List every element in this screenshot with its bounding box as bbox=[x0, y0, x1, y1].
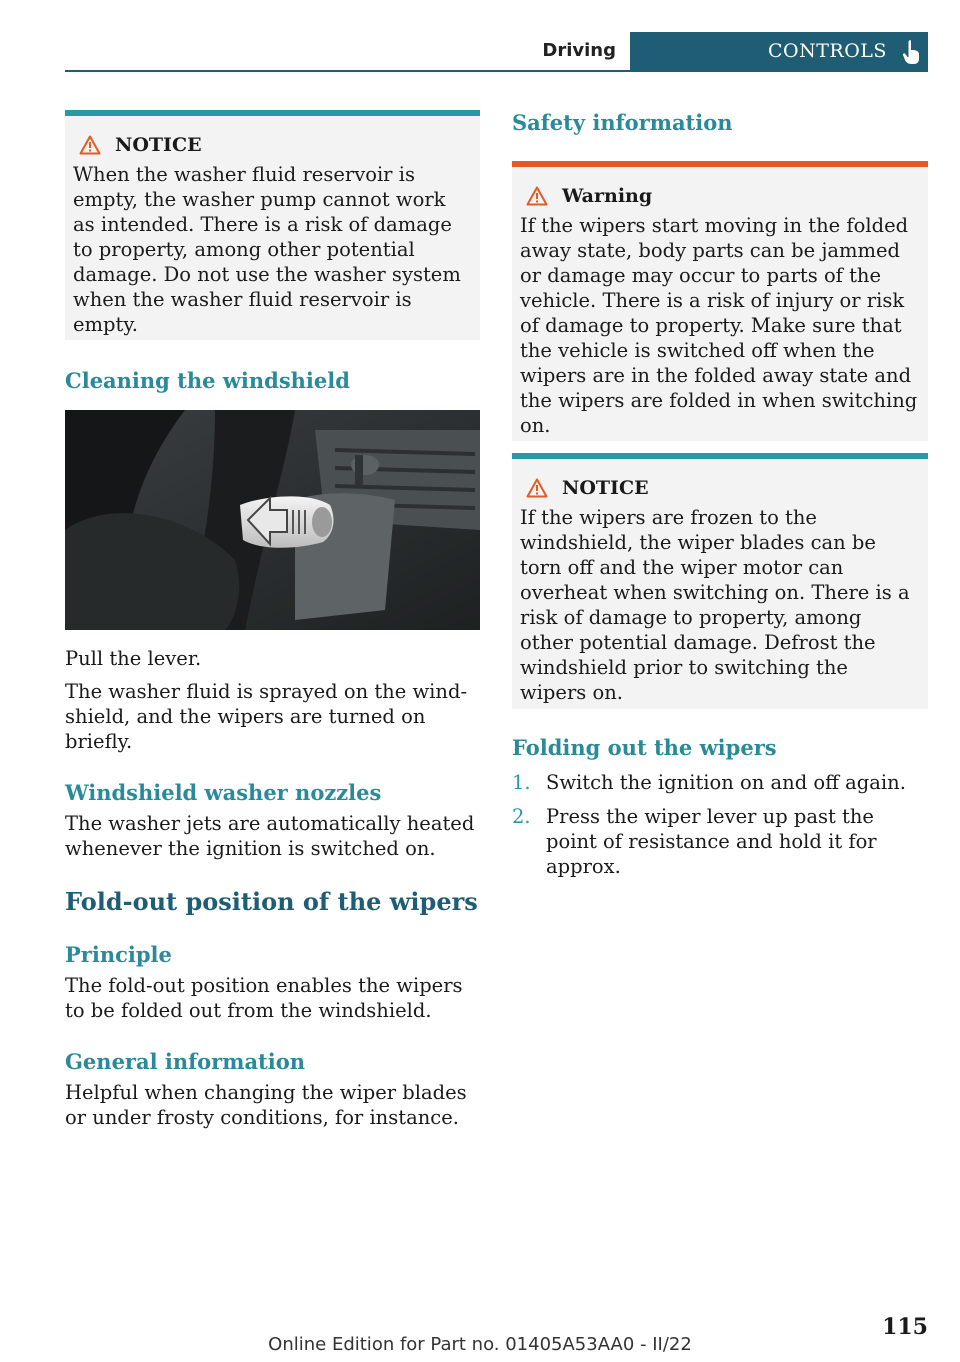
left-column bbox=[65, 110, 480, 1130]
notice-heading bbox=[520, 477, 920, 499]
page-number: 115 bbox=[882, 1314, 928, 1340]
header-chapter-tab bbox=[630, 32, 928, 70]
notice-text: When the washer fluid reservoir is empty, the washer pump cannot work as intended. There is a risk of damage to property, among other potential damage. Do not use the washer system when the washer fluid reservoir is empty. bbox=[73, 163, 461, 336]
folding-heading: Folding out the wipers bbox=[512, 735, 777, 760]
footer-edition: Online Edition for Part no. 01405A53AA0 - II/22 bbox=[268, 1334, 692, 1355]
step-number: 1. bbox=[512, 771, 531, 794]
warning-heading bbox=[520, 185, 920, 207]
notice-label: NOTICE bbox=[562, 477, 649, 499]
cleaning-heading: Cleaning the windshield bbox=[65, 368, 350, 393]
warning-triangle-icon bbox=[526, 186, 548, 206]
warning-label: Warning bbox=[562, 185, 653, 207]
nozzles-heading: Windshield washer nozzles bbox=[65, 780, 382, 805]
header-chapter-label: CONTROLS bbox=[768, 40, 887, 62]
notice-text: If the wipers are frozen to the windshield, the wiper blades can be torn off and the wiper motor can overheat when switching on. There is a risk of damage to property, among other potential damage. Defrost the windshield prior to switching the wipers on. bbox=[520, 506, 910, 704]
safety-heading: Safety information bbox=[512, 110, 733, 135]
washer-lever-illustration bbox=[65, 410, 480, 630]
step-text: Switch the ignition on and off again. bbox=[546, 771, 906, 794]
warning-text: If the wipers start moving in the folded away state, body parts can be jammed or damage may occur to parts of the vehicle. There is a risk of injury or risk of damage to property. Make sure that the vehicle is switched off when the wipers are in the folded away state and the wipers are folded in when switching on. bbox=[520, 214, 918, 437]
washer-lever-photo bbox=[65, 410, 480, 630]
step-text: Press the wiper lever up past the point of resistance and hold it for approx. bbox=[546, 805, 877, 878]
hand-pointer-icon bbox=[900, 39, 924, 65]
header-rule bbox=[65, 70, 928, 72]
cleaning-description: The washer fluid is sprayed on the wind‐shield, and the wipers are turned on briefly. bbox=[65, 680, 468, 753]
list-item bbox=[512, 770, 928, 795]
principle-text: The fold-out position enables the wipers to be folded out from the windshield. bbox=[65, 974, 463, 1022]
notice-box-washer bbox=[65, 110, 480, 340]
warning-box bbox=[512, 161, 928, 441]
notice-box-frozen bbox=[512, 453, 928, 709]
foldout-heading: Fold-out position of the wipers bbox=[65, 887, 478, 916]
general-heading: General information bbox=[65, 1049, 306, 1074]
general-text: Helpful when changing the wiper blades or under frosty conditions, for instance. bbox=[65, 1081, 467, 1129]
warning-triangle-icon bbox=[526, 478, 548, 498]
notice-label: NOTICE bbox=[115, 134, 202, 156]
folding-steps-list bbox=[512, 770, 928, 879]
step-number: 2. bbox=[512, 805, 531, 828]
list-item bbox=[512, 804, 928, 879]
nozzles-text: The washer jets are automatically heated whenever the ignition is switched on. bbox=[65, 812, 475, 860]
principle-heading: Principle bbox=[65, 942, 172, 967]
warning-triangle-icon bbox=[79, 135, 101, 155]
header-section-label: Driving bbox=[542, 40, 616, 61]
right-column bbox=[512, 110, 928, 888]
notice-heading bbox=[73, 134, 472, 156]
cleaning-step: Pull the lever. bbox=[65, 647, 202, 670]
